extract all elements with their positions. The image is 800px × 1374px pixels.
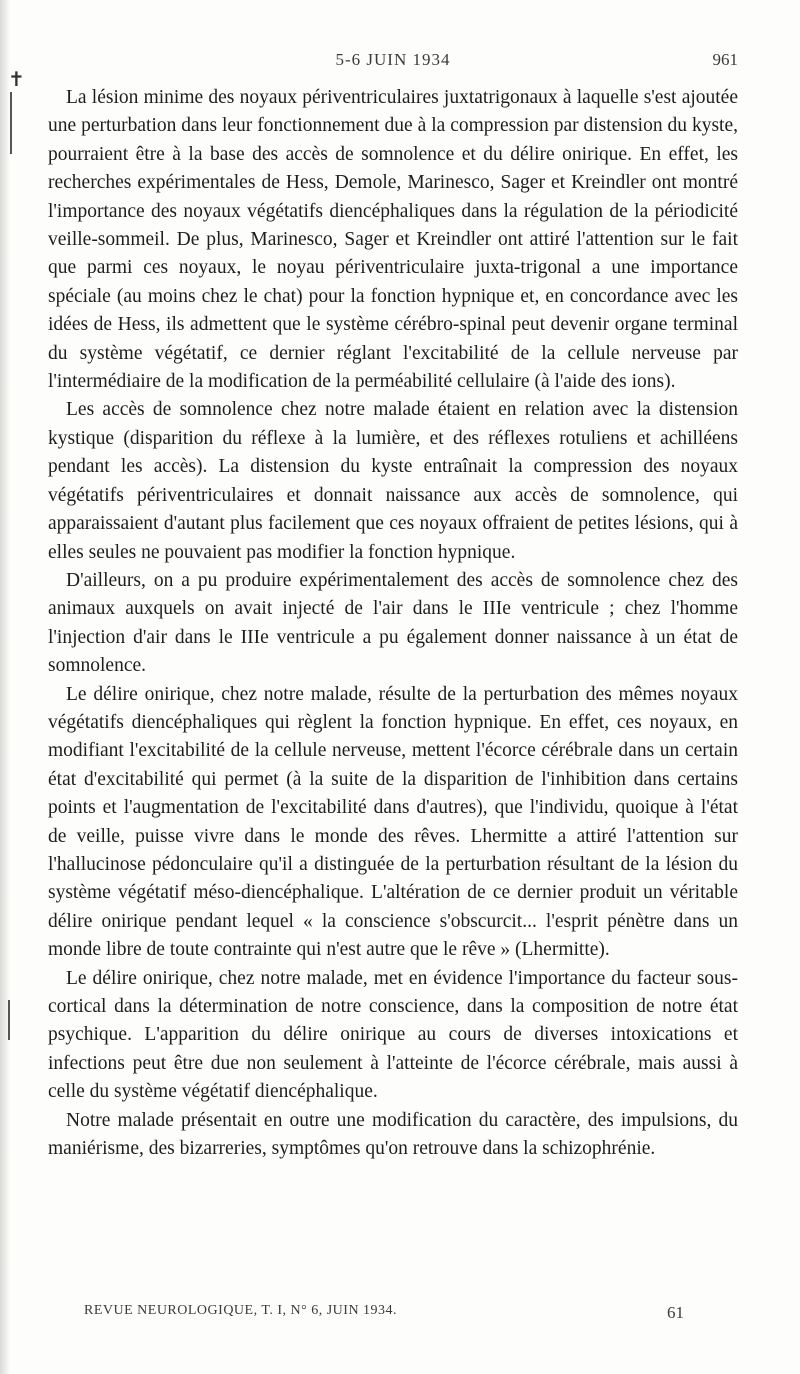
article-body [48,84,738,1163]
paragraph-delire: Le délire onirique, chez notre malade, résulte de la perturbation des mêmes noyaux végétatifs diencéphaliques qui règlent la fonction hypnique. En effet, ces noyaux, en modifiant l'excitabilité de la cellule nerveuse, mettent l'écorce cérébrale dans un certain état d'excitabilité qui permet (à la suite de la disparition de l'inhibition dans certains points et l'augmentation de l'excitabilité dans d'autres), que l'individu, quoique à l'état de veille, puisse vivre dans le monde des rêves. Lhermitte a attiré l'attention sur l'hallucinose pédonculaire qu'il a distinguée de la perturbation résultant de la lésion du système végétatif méso-diencéphalique. L'altération de ce dernier produit un véritable délire onirique pendant lequel « la conscience s'obscurcit... l'esprit pénètre dans un monde libre de toute contrainte qui n'est autre que le rêve » (Lhermitte). [48,683,738,961]
paragraph-experimental: D'ailleurs, on a pu produire expérimentalement des accès de somnolence chez des animaux auxquels on avait injecté de l'air dans le IIIe ventricule ; chez l'homme l'injection d'air dans le IIIe ventricule a pu également donner naissance à un état de somnolence. [48,569,738,677]
page-footer [84,1303,684,1327]
margin-mark-top: ✝ [8,69,25,91]
margin-line-lower [8,1000,10,1040]
page-header [48,50,738,80]
paragraph-schizophrenie: Notre malade présentait en outre une modification du caractère, des impulsions, du maniérisme, des bizarreries, symptômes qu'on retrouve dans la schizophrénie. [48,1109,738,1160]
running-head: 5-6 JUIN 1934 [335,50,451,69]
page-gutter-shadow [0,0,10,1374]
margin-bracket [10,92,12,154]
page-number: 961 [712,50,738,69]
paragraph-lesion: La lésion minime des noyaux périventriculaires juxtatrigonaux à laquelle s'est ajoutée une perturbation dans leur fonctionnement due à la compression par distension du kyste, pourraient être à la base des accès de somnolence et du délire onirique. En effet, les recherches expérimentales de Hess, Demole, Marinesco, Sager et Kreindler ont montré l'importance des noyaux végétatifs diencéphaliques dans la régulation de la périodicité veille-sommeil. De plus, Marinesco, Sager et Kreindler ont attiré l'attention sur le fait que parmi ces noyaux, le noyau périventriculaire juxta-trigonal a une importance spéciale (au moins chez le chat) pour la fonction hypnique et, en concordance avec les idées de Hess, ils admettent que le système cérébro-spinal peut devenir organe terminal du système végétatif, ce dernier réglant l'excitabilité de la cellule nerveuse par l'intermédiaire de la modification de la perméabilité cellulaire (à l'aide des ions). [48,87,738,393]
paragraph-somnolence: Les accès de somnolence chez notre malade étaient en relation avec la distension kystique (disparition du réflexe à la lumière, et des réflexes rotuliens et achilléens pendant les accès). La distension du kyste entraînait la compression des noyaux végétatifs périventriculaires et donnait naissance aux accès de somnolence, qui apparaissaient d'autant plus facilement que ces noyaux offraient de petites lésions, qui à elles seules ne pouvaient pas modifier la fonction hypnique. [48,399,738,563]
signature-number: 61 [667,1303,684,1322]
paragraph-subcortical: Le délire onirique, chez notre malade, met en évidence l'importance du facteur sous-cortical dans la détermination de notre conscience, dans la composition de notre état psychique. L'apparition du délire onirique au cours de diverses intoxications et infections peut être due non seulement à l'atteinte de l'écorce cérébrale, mais aussi à celle du système végétatif diencéphalique. [48,967,738,1103]
journal-citation: REVUE NEUROLOGIQUE, T. I, N° 6, JUIN 1934. [84,1303,398,1318]
